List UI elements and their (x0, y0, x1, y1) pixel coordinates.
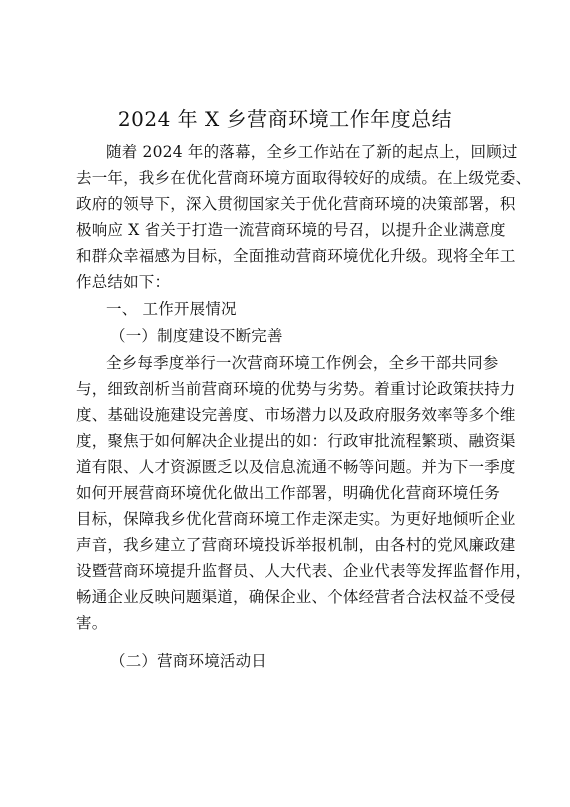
document-title: 2024 年 X 乡营商环境工作年度总结 (117, 107, 453, 131)
sub1-line-6: 如何开展营商环境优化做出工作部署，明确优化营商环境任务 (76, 484, 500, 502)
sub1-line-2: 与，细致剖析当前营商环境的优势与劣势。着重讨论政策扶持力 (76, 380, 516, 398)
sub1-line-5: 道有限、人才资源匮乏以及信息流通不畅等问题。并为下一季度 (76, 458, 516, 476)
intro-line-4: 极响应 X 省关于打造一流营商环境的号召，以提升企业满意度 (76, 221, 506, 239)
sub1-line-10: 畅通企业反映问题渠道，确保企业、个体经营者合法权益不受侵 (76, 588, 516, 606)
sub1-line-1: 全乡每季度举行一次营商环境工作例会，全乡干部共同参 (106, 354, 499, 372)
sub1-line-8: 声音，我乡建立了营商环境投诉举报机制，由各村的党风廉政建 (76, 536, 516, 554)
intro-line-6: 作总结如下： (76, 273, 171, 291)
intro-line-3: 政府的领导下，深入贯彻国家关于优化营商环境的决策部署，积 (76, 195, 516, 213)
intro-line-2: 去一年，我乡在优化营商环境方面取得较好的成绩。在上级党委、 (76, 169, 532, 187)
subsection-heading-1: （一）制度建设不断完善 (110, 327, 283, 345)
subsection-heading-2: （二）营商环境活动日 (110, 652, 268, 670)
sub1-line-9: 设暨营商环境提升监督员、人大代表、企业代表等发挥监督作用， (76, 562, 532, 580)
sub1-line-11: 害。 (76, 614, 108, 632)
sub1-line-4: 度，聚焦于如何解决企业提出的如：行政审批流程繁琐、融资渠 (76, 432, 516, 450)
intro-line-1: 随着 2024 年的落幕，全乡工作站在了新的起点上，回顾过 (106, 143, 518, 161)
sub1-line-7: 目标，保障我乡优化营商环境工作走深走实。为更好地倾听企业 (76, 510, 516, 528)
section-heading-1: 一、 工作开展情况 (106, 300, 237, 318)
sub1-line-3: 度、基础设施建设完善度、市场潜力以及政府服务效率等多个维 (76, 406, 516, 424)
intro-line-5: 和群众幸福感为目标，全面推动营商环境优化升级。现将全年工 (76, 247, 516, 265)
